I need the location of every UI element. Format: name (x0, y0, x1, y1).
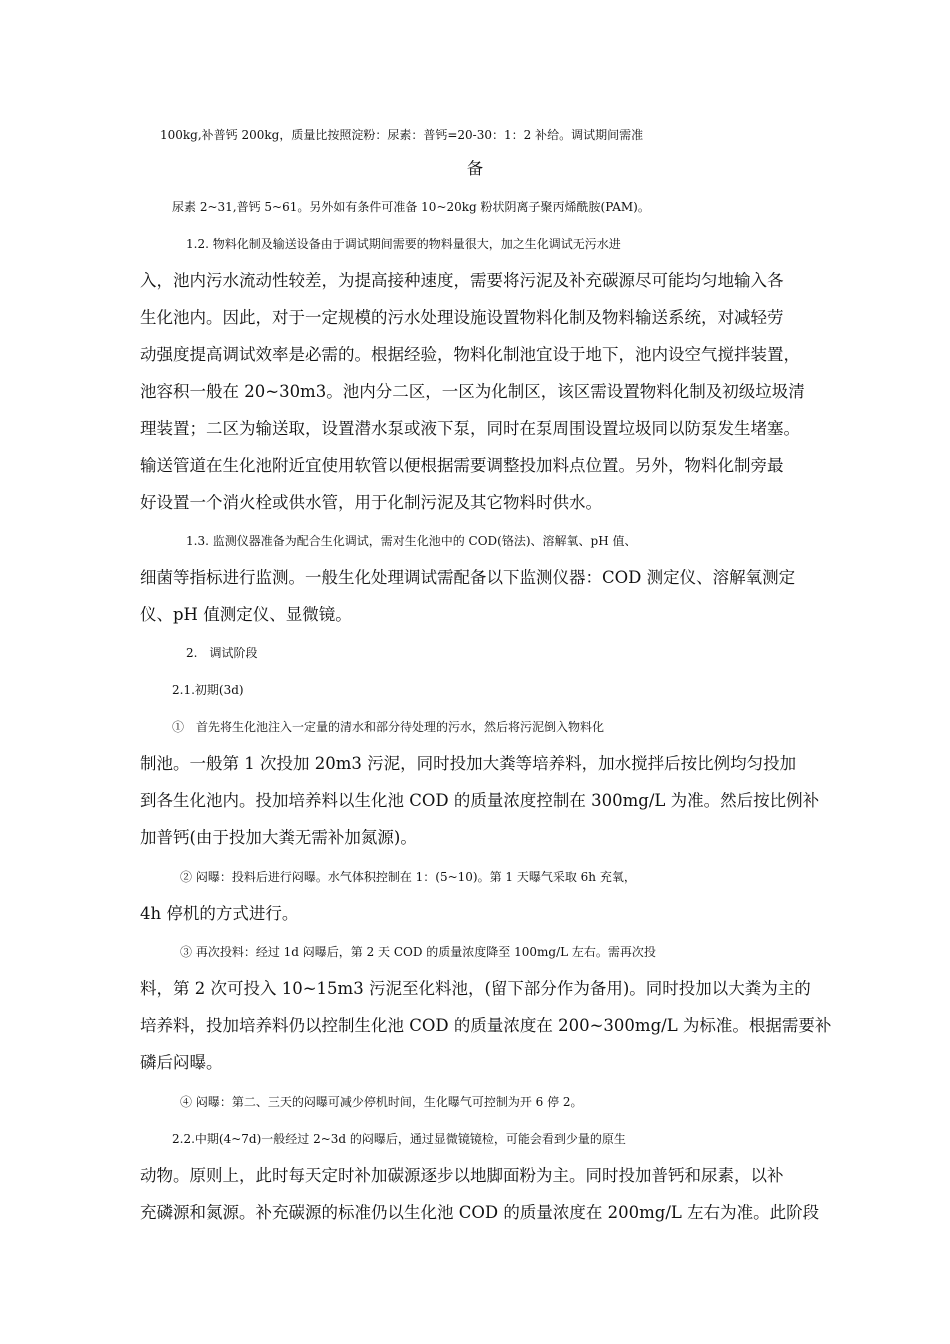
section-heading-2: 2. 调试阶段 (186, 646, 258, 660)
text-line-12: 1.3. 监测仪器准备为配合生化调试，需对生化池中的 COD(铬法)、溶解氧、pH 值、 (186, 534, 637, 548)
text-line-2: 备 (466, 159, 484, 178)
text-line-27: ④ 闷曝：第二、三天的闷曝可减少停机时间，生化曝气可控制为开 6 停 2。 (180, 1095, 583, 1109)
text-line-6: 生化池内。因此，对于一定规模的污水处理设施设置物料化制及物料输送系统，对减轻劳 (140, 308, 784, 327)
text-line-5: 入，池内污水流动性较差，为提高接种速度，需要将污泥及补充碳源尽可能均匀地输入各 (140, 271, 784, 290)
text-line-21: ② 闷曝：投料后进行闷曝。水气体积控制在 1：(5~10)。第 1 天曝气采取 6h 充氧， (180, 870, 636, 884)
text-line-17: ① 首先将生化池注入一定量的清水和部分待处理的污水，然后将污泥倒入物料化 (172, 720, 605, 734)
text-line-25: 培养料，投加培养料仍以控制生化池 COD 的质量浓度在 200~300mg/L 为标准。根据需要补 (140, 1016, 832, 1035)
text-line-18: 制池。一般第 1 次投加 20m3 污泥，同时投加大粪等培养料，加水搅拌后按比例均匀投加 (140, 754, 797, 773)
text-line-1: 100kg,补普钙 200kg，质量比按照淀粉：尿素：普钙=20-30：1：2 补给。调试期间需准 (160, 128, 644, 142)
text-line-19: 到各生化池内。投加培养料以生化池 COD 的质量浓度控制在 300mg/L 为准。然后按比例补 (140, 791, 820, 810)
text-line-29: 动物。原则上，此时每天定时补加碳源逐步以地脚面粉为主。同时投加普钙和尿素，以补 (140, 1166, 784, 1185)
text-line-4: 1.2. 物料化制及输送设备由于调试期间需要的物料量很大，加之生化调试无污水进 (186, 237, 621, 251)
text-line-9: 理装置；二区为输送取，设置潜水泵或液下泵，同时在泵周围设置垃圾同以防泵发生堵塞。 (140, 419, 800, 438)
text-line-8: 池容积一般在 20~30m3。池内分二区，一区为化制区，该区需设置物料化制及初级垃圾清 (140, 382, 805, 401)
text-line-7: 动强度提高调试效率是必需的。根据经验，物料化制池宜设于地下，池内设空气搅拌装置， (140, 345, 800, 364)
text-line-26: 磷后闷曝。 (140, 1053, 223, 1072)
text-line-22: 4h 停机的方式进行。 (140, 904, 299, 923)
subsection-heading-2-1: 2.1.初期(3d) (172, 683, 244, 697)
text-line-28: 2.2.中期(4~7d)一般经过 2~3d 的闷曝后，通过显微镜镜检，可能会看到少量的原生 (172, 1132, 626, 1146)
text-line-23: ③ 再次投料：经过 1d 闷曝后，第 2 天 COD 的质量浓度降至 100mg/L 左右。需再次投 (180, 945, 656, 959)
text-line-20: 加普钙(由于投加大粪无需补加氮源)。 (140, 828, 417, 847)
text-line-10: 输送管道在生化池附近宜使用软管以便根据需要调整投加料点位置。另外，物料化制旁最 (140, 456, 784, 475)
text-line-11: 好设置一个消火栓或供水管，用于化制污泥及其它物料时供水。 (140, 493, 602, 512)
text-line-24: 料，第 2 次可投入 10~15m3 污泥至化料池，(留下部分作为备用)。同时投加以大粪为主的 (140, 979, 811, 998)
text-line-30: 充磷源和氮源。补充碳源的标准仍以生化池 COD 的质量浓度在 200mg/L 左右为准。此阶段 (140, 1203, 820, 1222)
text-line-3: 尿素 2~31,普钙 5~61。另外如有条件可准备 10~20kg 粉状阴离子聚丙烯酰胺(PAM)。 (172, 200, 650, 214)
text-line-14: 仪、pH 值测定仪、显微镜。 (140, 605, 352, 624)
text-line-13: 细菌等指标进行监测。一般生化处理调试需配备以下监测仪器：COD 测定仪、溶解氧测定 (140, 568, 796, 587)
